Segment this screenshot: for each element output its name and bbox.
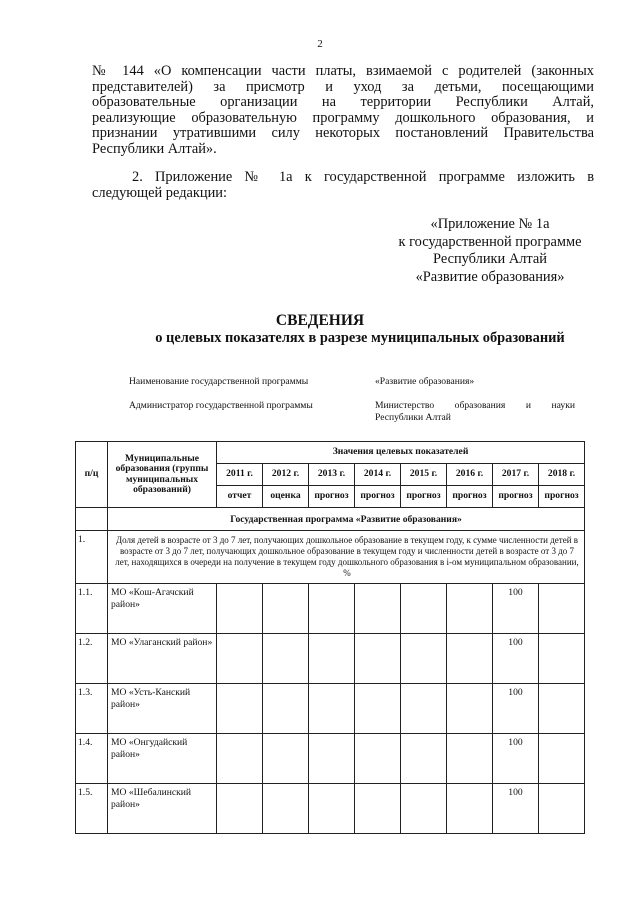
paragraph-line: реализующие образовательную программу дошкольного образования, и [92, 109, 594, 126]
year-header: 2015 г. [401, 464, 447, 486]
header-values: Значения целевых показателей [217, 442, 585, 464]
value-cell [355, 734, 401, 784]
value-cell [401, 734, 447, 784]
value-cell [401, 784, 447, 834]
program-label: Наименование государственной программы [129, 376, 309, 387]
value-cell: 100 [493, 734, 539, 784]
value-cell [447, 634, 493, 684]
value-cell [539, 734, 585, 784]
value-cell [217, 784, 263, 834]
value-cell [217, 734, 263, 784]
value-cell [309, 684, 355, 734]
status-header: прогноз [493, 486, 539, 508]
value-cell [217, 684, 263, 734]
value-cell [263, 684, 309, 734]
admin-label: Администратор государственной программы [129, 400, 313, 411]
table-row [76, 584, 585, 634]
municipality-name: МО «Онгудайский район» [108, 734, 217, 784]
paragraph-line: Республики Алтай». [92, 140, 217, 157]
value-cell [539, 684, 585, 734]
value-cell [447, 584, 493, 634]
appendix-line: Республики Алтай [433, 251, 547, 267]
value-cell [217, 634, 263, 684]
municipality-name: МО «Кош-Агачский район» [108, 584, 217, 634]
appendix-line: «Приложение № 1а [430, 216, 550, 232]
section-title: Государственная программа «Развитие образования» [108, 508, 585, 531]
value-cell: 100 [493, 634, 539, 684]
row-number: 1.3. [76, 684, 108, 734]
value-cell [401, 684, 447, 734]
table-row [76, 634, 585, 684]
paragraph-2 [92, 170, 594, 201]
value-cell [263, 634, 309, 684]
value-cell [539, 784, 585, 834]
paragraph-line: следующей редакции: [92, 184, 227, 201]
value-cell [447, 684, 493, 734]
status-header: прогноз [539, 486, 585, 508]
appendix-reference [380, 216, 600, 286]
paragraph-line: 2. Приложение № 1а к государственной программе изложить в [132, 169, 594, 185]
value-cell [263, 784, 309, 834]
value-cell [355, 584, 401, 634]
value-cell [309, 584, 355, 634]
status-header: оценка [263, 486, 309, 508]
row-number: 1.4. [76, 734, 108, 784]
municipality-name: МО «Шебалинский район» [108, 784, 217, 834]
indicators-table [75, 441, 585, 834]
admin-value-line: Республики Алтай [375, 411, 451, 423]
row-number: 1.5. [76, 784, 108, 834]
appendix-line: «Развитие образования» [415, 268, 565, 285]
municipality-name: МО «Усть-Канский район» [108, 684, 217, 734]
year-header: 2018 г. [539, 464, 585, 486]
paragraph-1 [92, 64, 594, 158]
table-row [76, 784, 585, 834]
admin-value-line: Министерство образования и науки [375, 400, 575, 411]
header-number: п/ц [76, 442, 108, 508]
admin-value [375, 400, 575, 423]
municipality-name: МО «Улаганский район» [108, 634, 217, 684]
value-cell [263, 734, 309, 784]
paragraph-line: образовательные организации на территории Республики Алтай, [92, 94, 594, 111]
year-header: 2017 г. [493, 464, 539, 486]
section-blank-cell [76, 508, 108, 531]
value-cell [447, 734, 493, 784]
table-row [76, 734, 585, 784]
row-number: 1.2. [76, 634, 108, 684]
year-header: 2013 г. [309, 464, 355, 486]
status-header: прогноз [447, 486, 493, 508]
status-header: прогноз [401, 486, 447, 508]
year-header: 2011 г. [217, 464, 263, 486]
header-municipality: Муниципальные образования (группы муниципальных образований) [108, 442, 217, 508]
value-cell: 100 [493, 784, 539, 834]
status-header: отчет [217, 486, 263, 508]
appendix-line: к государственной программе [398, 233, 582, 250]
status-header: прогноз [355, 486, 401, 508]
value-cell [355, 784, 401, 834]
document-title: СВЕДЕНИЯ [275, 312, 365, 329]
value-cell [309, 634, 355, 684]
document-subtitle: о целевых показателях в разрезе муниципальных образований [155, 330, 565, 346]
value-cell [309, 784, 355, 834]
value-cell [401, 634, 447, 684]
value-cell: 100 [493, 584, 539, 634]
program-value: «Развитие образования» [375, 376, 475, 387]
value-cell [539, 584, 585, 634]
value-cell [309, 734, 355, 784]
value-cell [447, 784, 493, 834]
value-cell [217, 584, 263, 634]
value-cell [355, 684, 401, 734]
year-header: 2012 г. [263, 464, 309, 486]
indicator-number: 1. [76, 531, 108, 584]
value-cell: 100 [493, 684, 539, 734]
value-cell [401, 584, 447, 634]
value-cell [355, 634, 401, 684]
paragraph-line: № 144 «О компенсации части платы, взимаемой с родителей (законных [92, 63, 594, 79]
page-number: 2 [317, 38, 323, 50]
row-number: 1.1. [76, 584, 108, 634]
value-cell [263, 584, 309, 634]
indicator-description: Доля детей в возрасте от 3 до 7 лет, получающих дошкольное образование в текущем году, к сумме численности детей в возрасте от 3 до 7 лет, получающих дошкольное образование в текущем году и численности детей в возрасте от 3 до 7 лет, находящихся в очереди на получение в текущем году дошкольного образования в i-ом муниципальном образовании, % [108, 531, 585, 584]
year-header: 2014 г. [355, 464, 401, 486]
paragraph-line: признании утратившими силу некоторых постановлений Правительства [92, 125, 594, 142]
paragraph-line: представителей) за присмотр и уход за детьми, посещающими [92, 78, 594, 95]
value-cell [539, 634, 585, 684]
status-header: прогноз [309, 486, 355, 508]
year-header: 2016 г. [447, 464, 493, 486]
table-row [76, 684, 585, 734]
